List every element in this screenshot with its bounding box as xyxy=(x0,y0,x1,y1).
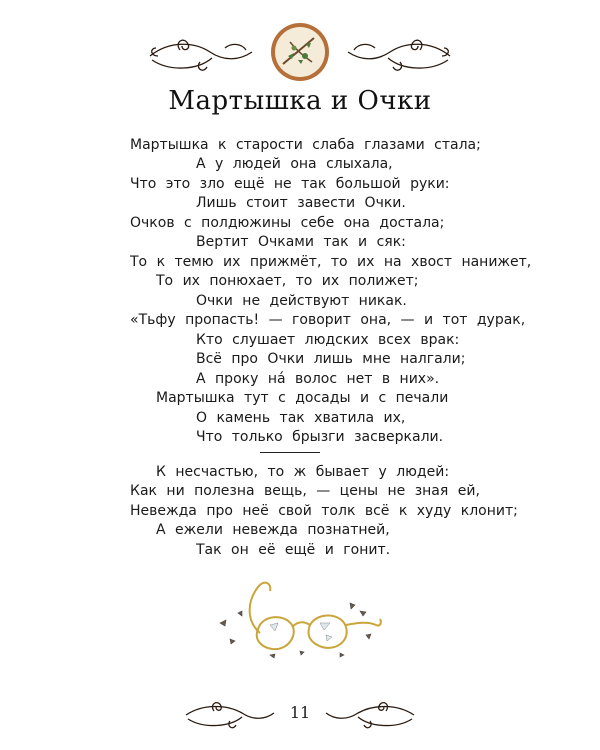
poem-line: Мартышка к старости слаба глазами стала; xyxy=(130,137,481,153)
poem-line: О камень так хватила их, xyxy=(196,410,406,426)
poem-title: Мартышка и Очки xyxy=(168,86,432,116)
poem-line: Так он её ещё и гонит. xyxy=(196,542,391,558)
poem-line: Вертит Очками так и сяк: xyxy=(196,234,406,250)
poem-line: Всё про Очки лишь мне налгали; xyxy=(196,351,466,367)
medallion-icon xyxy=(271,23,329,81)
poem-line: «Тьфу пропасть! — говорит она, — и тот дурак, xyxy=(130,312,526,328)
poem-line: Лишь стоит завести Очки. xyxy=(196,195,406,211)
glasses-illustration-icon xyxy=(200,565,400,665)
poem-line: Кто слушает людских всех врак: xyxy=(196,332,460,348)
poem-line: А у людей она слыхала, xyxy=(196,156,393,172)
poem-line: Как ни полезна вещь, — цены не зная ей, xyxy=(130,483,480,499)
poem-line: Очков с полдюжины себе она достала; xyxy=(130,215,445,231)
page-number: 11 xyxy=(289,703,311,722)
poem-line: А проку на́ волос нет в них». xyxy=(196,371,440,387)
poem-line: То их понюхает, то их полижет; xyxy=(156,273,419,289)
poem-line: Мартышка тут с досады и с печали xyxy=(156,390,449,406)
top-ornament-icon xyxy=(140,12,460,92)
poem-line: К несчастью, то ж бывает у людей: xyxy=(156,464,450,480)
poem-line: Невежда про неё свой толк всё к худу клонит; xyxy=(130,503,518,519)
poem-line: Что только брызги засверкали. xyxy=(196,429,444,445)
poem-line: Что это зло ещё не так большой руки: xyxy=(130,176,450,192)
stanza-divider xyxy=(260,452,320,453)
poem-line: То к темю их прижмёт, то их на хвост нанижет, xyxy=(130,254,532,270)
poem-line: Очки не действуют никак. xyxy=(196,293,407,309)
poem-line: А ежели невежда познатней, xyxy=(156,522,390,538)
